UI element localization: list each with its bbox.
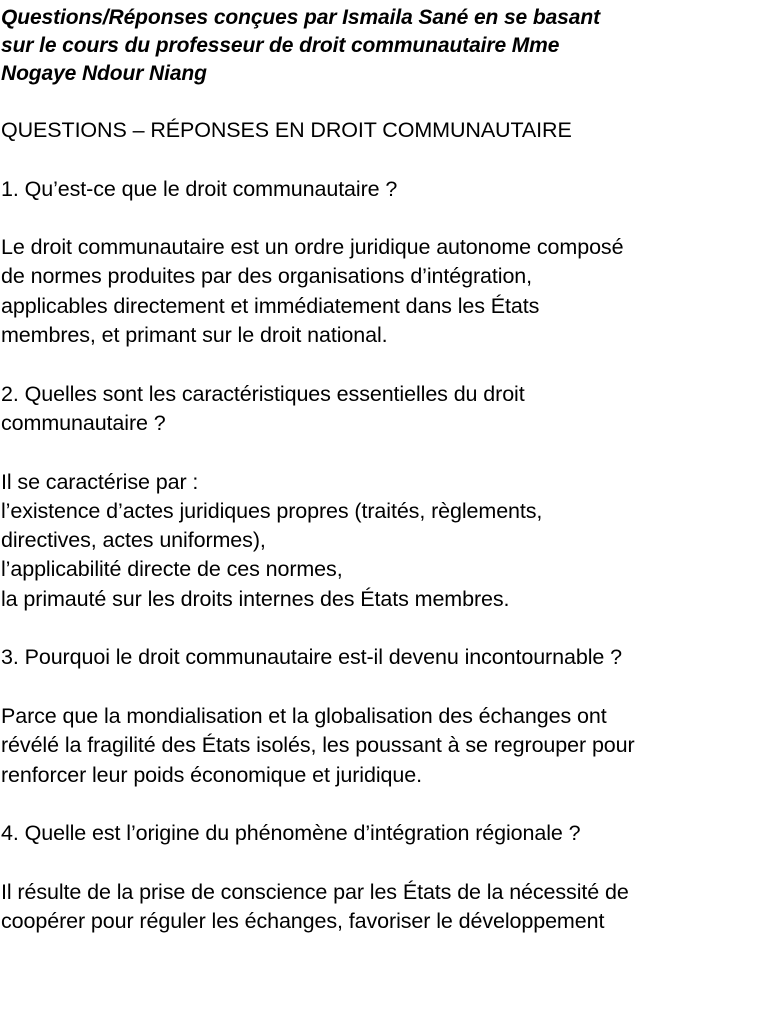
answer-3 [1, 702, 767, 790]
document-body [1, 116, 767, 936]
answer-line: de normes produites par des organisations d’intégration, [1, 264, 533, 289]
answer-line: directives, actes uniformes), [1, 528, 266, 553]
answer-line: Il résulte de la prise de conscience par les États de la nécessité de [1, 879, 629, 904]
question-1: 1. Qu’est-ce que le droit communautaire ? [1, 176, 398, 201]
question-2 [1, 380, 767, 439]
document-page [1, 4, 767, 936]
spacer [1, 673, 767, 702]
spacer [1, 145, 767, 174]
answer-4 [1, 878, 767, 937]
answer-line: applicables directement et immédiatement dans les États [1, 293, 540, 318]
answer-line: l’existence d’actes juridiques propres (traités, règlements, [1, 498, 543, 523]
title-line: Nogaye Ndour Niang [1, 62, 207, 85]
spacer [1, 88, 767, 116]
title-line: Questions/Réponses conçues par Ismaila Sané en se basant [1, 6, 600, 29]
question-line: communautaire ? [1, 410, 166, 435]
answer-line: la primauté sur les droits internes des États membres. [1, 586, 510, 611]
spacer [1, 790, 767, 819]
question-line: 2. Quelles sont les caractéristiques essentielles du droit [1, 381, 525, 406]
spacer [1, 438, 767, 467]
answer-line: Le droit communautaire est un ordre juridique autonome composé [1, 235, 624, 260]
spacer [1, 204, 767, 233]
document-title [1, 4, 767, 88]
answer-line: révélé la fragilité des États isolés, les poussant à se regrouper pour [1, 733, 635, 758]
spacer [1, 614, 767, 643]
answer-line: l’applicabilité directe de ces normes, [1, 557, 343, 582]
spacer [1, 350, 767, 379]
answer-line: coopérer pour réguler les échanges, favoriser le développement [1, 909, 605, 934]
answer-line: membres, et primant sur le droit national. [1, 323, 388, 348]
answer-line: Il se caractérise par : [1, 469, 199, 494]
question-3: 3. Pourquoi le droit communautaire est-il devenu incontournable ? [1, 645, 622, 670]
section-heading: QUESTIONS – RÉPONSES EN DROIT COMMUNAUTAIRE [1, 118, 572, 142]
answer-line: Parce que la mondialisation et la globalisation des échanges ont [1, 703, 607, 728]
title-line: sur le cours du professeur de droit communautaire Mme [1, 34, 560, 57]
answer-1 [1, 233, 767, 350]
answer-line: renforcer leur poids économique et juridique. [1, 762, 422, 787]
question-4: 4. Quelle est l’origine du phénomène d’intégration régionale ? [1, 821, 581, 846]
spacer [1, 848, 767, 877]
answer-2 [1, 468, 767, 614]
